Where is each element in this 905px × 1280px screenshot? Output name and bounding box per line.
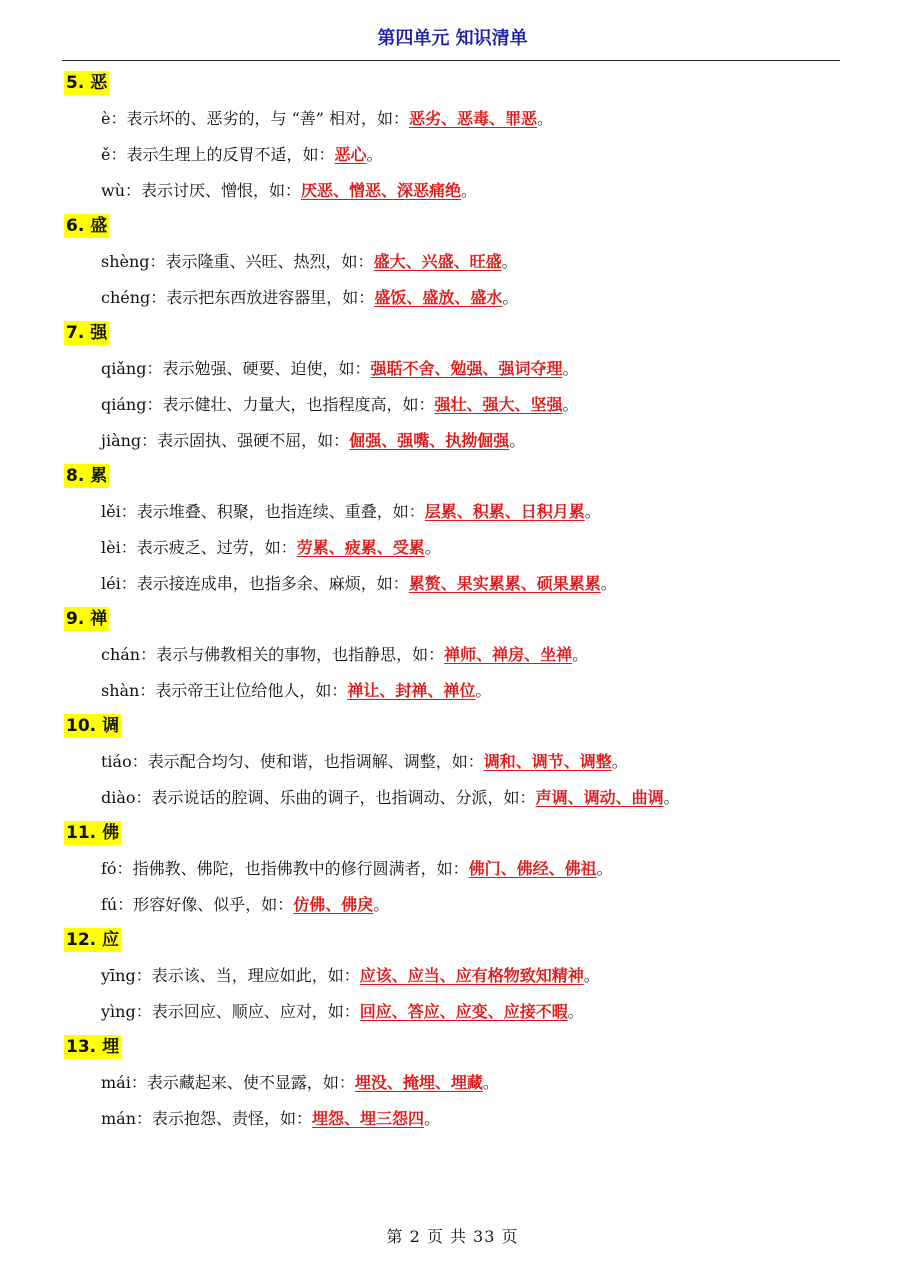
pronunciation-line (0, 673, 905, 709)
polyphone-entry (0, 923, 905, 1030)
pinyin-label: jiàng： (101, 431, 158, 450)
pinyin-label: tiáo： (101, 752, 148, 771)
sentence-end: 。 (584, 502, 601, 521)
entry-heading-row (0, 923, 905, 958)
page-header-title: 第四单元 知识清单 (377, 28, 528, 49)
sentence-end: 。 (366, 145, 383, 164)
sentence-end: 。 (424, 1109, 441, 1128)
pronunciation-line (0, 280, 905, 316)
pinyin-label: mái： (101, 1073, 147, 1092)
entry-number: 7. (66, 323, 85, 343)
entry-number: 6. (66, 216, 85, 236)
pinyin-label: léi： (101, 574, 137, 593)
pinyin-label: lèi： (101, 538, 137, 557)
entry-character: 累 (90, 466, 108, 486)
definition-text: 表示回应、顺应、应对，如： (151, 1002, 360, 1021)
pronunciation-line (0, 387, 905, 423)
sentence-end: 。 (572, 645, 589, 664)
definition-text: 表示说话的腔调、乐曲的调子，也指调动、分派，如： (151, 788, 536, 807)
entry-heading-row (0, 209, 905, 244)
polyphone-entry (0, 316, 905, 459)
entry-title-highlight (64, 71, 109, 95)
example-words: 禅师、禅房、坐禅 (444, 645, 573, 664)
pronunciation-line (0, 994, 905, 1030)
header-divider (62, 60, 840, 61)
pronunciation-line (0, 530, 905, 566)
definition-text: 表示固执、强硬不屈，如： (157, 431, 350, 450)
entry-number: 12. (66, 930, 97, 950)
example-words: 恶心 (334, 145, 367, 164)
entry-number: 10. (66, 716, 97, 736)
entry-character: 埋 (102, 1037, 120, 1057)
definition-text: 表示隆重、兴旺、热烈，如： (165, 252, 374, 271)
definition-text: 表示堆叠、积聚，也指连续、重叠，如： (136, 502, 425, 521)
pronunciation-line (0, 137, 905, 173)
entry-number: 11. (66, 823, 97, 843)
pinyin-label: qiáng： (101, 395, 163, 414)
definition-text: 表示生理上的反胃不适，如： (126, 145, 335, 164)
example-words: 应该、应当、应有格物致知精神 (359, 966, 584, 985)
pinyin-label: yīng： (101, 966, 152, 985)
definition-text: 表示坏的、恶劣的，与 “善” 相对，如： (126, 109, 410, 128)
definition-text: 指佛教、佛陀，也指佛教中的修行圆满者，如： (132, 859, 469, 878)
sentence-end: 。 (562, 395, 579, 414)
entry-character: 恶 (90, 73, 108, 93)
pronunciation-line (0, 637, 905, 673)
entry-character: 强 (90, 323, 108, 343)
pinyin-label: yìng： (101, 1002, 152, 1021)
pronunciation-line (0, 780, 905, 816)
entry-heading-row (0, 602, 905, 637)
entry-number: 5. (66, 73, 85, 93)
pinyin-label: qiǎng： (101, 359, 163, 378)
entry-heading-row (0, 316, 905, 351)
entry-title-highlight (64, 607, 109, 631)
entry-heading-row (0, 709, 905, 744)
example-words: 声调、调动、曲调 (535, 788, 664, 807)
entry-title-highlight (64, 821, 121, 845)
pronunciation-line (0, 744, 905, 780)
sentence-end: 。 (537, 109, 554, 128)
entry-title-highlight (64, 928, 121, 952)
entry-heading-row (0, 66, 905, 101)
sentence-end: 。 (596, 859, 613, 878)
definition-text: 表示抱怨、责怪，如： (152, 1109, 313, 1128)
pronunciation-line (0, 244, 905, 280)
entry-title-highlight (64, 714, 121, 738)
sentence-end: 。 (424, 538, 441, 557)
pinyin-label: shèng： (101, 252, 166, 271)
entry-character: 调 (102, 716, 120, 736)
example-words: 佛门、佛经、佛祖 (468, 859, 597, 878)
pronunciation-line (0, 101, 905, 137)
sentence-end: 。 (373, 895, 390, 914)
definition-text: 形容好像、似乎，如： (133, 895, 294, 914)
definition-text: 表示讨厌、憎恨，如： (141, 181, 302, 200)
example-words: 调和、调节、调整 (483, 752, 612, 771)
pronunciation-line (0, 1101, 905, 1137)
sentence-end: 。 (482, 1073, 499, 1092)
definition-text: 表示健壮、力量大，也指程度高，如： (162, 395, 435, 414)
example-words: 强壮、强大、坚强 (434, 395, 563, 414)
pinyin-label: mán： (101, 1109, 153, 1128)
pinyin-label: diào： (101, 788, 152, 807)
example-words: 回应、答应、应变、应接不暇 (359, 1002, 568, 1021)
example-words: 盛饭、盛放、盛水 (374, 288, 503, 307)
sentence-end: 。 (509, 431, 526, 450)
entry-heading-row (0, 1030, 905, 1065)
entry-character: 盛 (90, 216, 108, 236)
example-words: 埋没、掩埋、埋藏 (354, 1073, 483, 1092)
polyphone-entry (0, 209, 905, 316)
entry-heading-row (0, 816, 905, 851)
polyphone-entry (0, 459, 905, 602)
pinyin-label: chán： (101, 645, 157, 664)
sentence-end: 。 (475, 681, 492, 700)
pronunciation-line (0, 887, 905, 923)
entry-heading-row (0, 459, 905, 494)
pinyin-label: è： (101, 109, 127, 128)
definition-text: 表示疲乏、过劳，如： (136, 538, 297, 557)
example-words: 劳累、疲累、受累 (296, 538, 425, 557)
sentence-end: 。 (501, 252, 518, 271)
definition-text: 表示把东西放进容器里，如： (166, 288, 375, 307)
example-words: 倔强、强嘴、执拗倔强 (349, 431, 510, 450)
entry-title-highlight (64, 321, 109, 345)
sentence-end: 。 (567, 1002, 584, 1021)
definition-text: 表示与佛教相关的事物，也指静思，如： (156, 645, 445, 664)
example-words: 埋怨、埋三怨四 (312, 1109, 425, 1128)
polyphone-entry (0, 602, 905, 709)
definition-text: 表示接连成串，也指多余、麻烦，如： (136, 574, 409, 593)
pronunciation-line (0, 851, 905, 887)
polyphone-entry (0, 66, 905, 209)
pronunciation-line (0, 1065, 905, 1101)
polyphone-entry (0, 709, 905, 816)
example-words: 累赘、果实累累、硕果累累 (408, 574, 601, 593)
definition-text: 表示该、当，理应如此，如： (151, 966, 360, 985)
sentence-end: 。 (583, 966, 600, 985)
entry-character: 应 (102, 930, 120, 950)
sentence-end: 。 (502, 288, 519, 307)
example-words: 仿佛、佛戾 (293, 895, 374, 914)
example-words: 强聒不舍、勉强、强词夺理 (370, 359, 563, 378)
entry-title-highlight (64, 1035, 121, 1059)
example-words: 恶劣、恶毒、罪恶 (409, 109, 538, 128)
entry-title-highlight (64, 464, 109, 488)
pinyin-label: fú： (101, 895, 134, 914)
pronunciation-line (0, 958, 905, 994)
example-words: 禅让、封禅、禅位 (347, 681, 476, 700)
sentence-end: 。 (663, 788, 680, 807)
pinyin-label: fó： (101, 859, 133, 878)
pinyin-label: lěi： (101, 502, 137, 521)
pinyin-label: ě： (101, 145, 127, 164)
sentence-end: 。 (611, 752, 628, 771)
pinyin-label: shàn： (101, 681, 156, 700)
example-words: 盛大、兴盛、旺盛 (373, 252, 502, 271)
entry-number: 13. (66, 1037, 97, 1057)
pronunciation-line (0, 173, 905, 209)
page-number: 第 2 页 共 33 页 (386, 1227, 519, 1246)
polyphone-entry (0, 816, 905, 923)
pronunciation-line (0, 423, 905, 459)
knowledge-list (0, 66, 905, 1137)
pronunciation-line (0, 494, 905, 530)
entry-title-highlight (64, 214, 109, 238)
example-words: 层累、积累、日积月累 (424, 502, 585, 521)
example-words: 厌恶、憎恶、深恶痛绝 (301, 181, 462, 200)
pinyin-label: wù： (101, 181, 142, 200)
entry-number: 9. (66, 609, 85, 629)
pronunciation-line (0, 351, 905, 387)
pronunciation-line (0, 566, 905, 602)
entry-number: 8. (66, 466, 85, 486)
sentence-end: 。 (461, 181, 478, 200)
definition-text: 表示藏起来、使不显露，如： (146, 1073, 355, 1092)
definition-text: 表示勉强、硬要、迫使，如： (162, 359, 371, 378)
entry-character: 禅 (90, 609, 108, 629)
pinyin-label: chéng： (101, 288, 167, 307)
polyphone-entry (0, 1030, 905, 1137)
sentence-end: 。 (562, 359, 579, 378)
entry-character: 佛 (102, 823, 120, 843)
definition-text: 表示配合均匀、使和谐，也指调解、调整，如： (147, 752, 484, 771)
definition-text: 表示帝王让位给他人，如： (155, 681, 348, 700)
sentence-end: 。 (600, 574, 617, 593)
